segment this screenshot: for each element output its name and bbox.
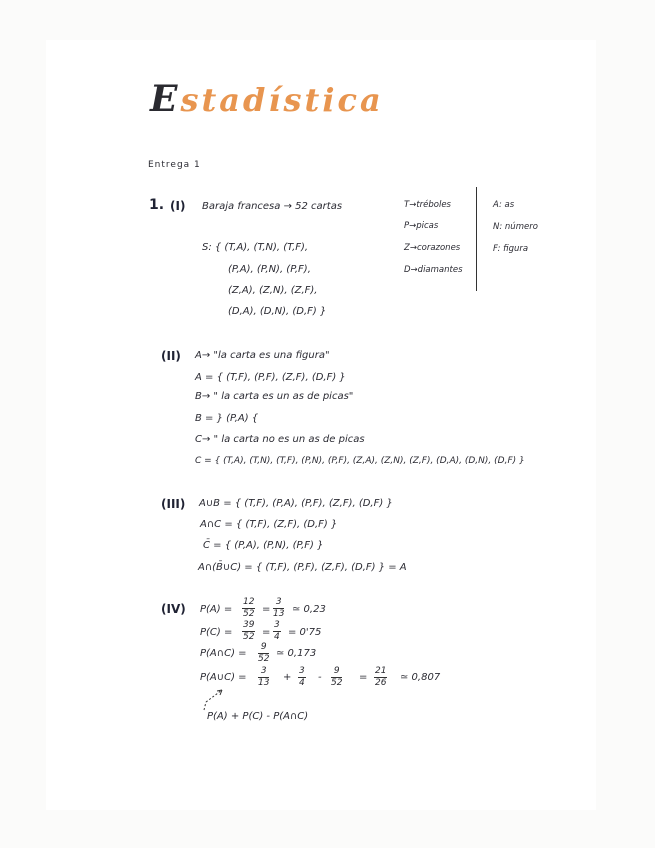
sample-space-line: (D,A), (D,N), (D,F) } <box>228 306 327 317</box>
part-three-line: A∩C = { (T,F), (Z,F), (D,F) } <box>200 519 338 530</box>
numerator: 3 <box>273 597 284 609</box>
numerator: 3 <box>274 620 280 630</box>
denominator: 52 <box>243 632 255 642</box>
prob-a-label: P(A) = <box>200 604 233 615</box>
page-title: Estadística <box>150 78 384 120</box>
part-two-line: B = } (P,A) { <box>195 413 259 424</box>
hint-arrow-icon <box>200 686 230 712</box>
denominator: 13 <box>273 609 285 619</box>
sample-space-line: S: { (T,A), (T,N), (T,F), <box>202 242 309 253</box>
part-three-line: A∩(B̄∪C) = { (T,F), (P,F), (Z,F), (D,F) } = A <box>198 562 407 573</box>
legend-divider <box>476 187 477 291</box>
prob-a-fraction <box>242 597 255 620</box>
part-three-label: (III) <box>161 497 186 511</box>
part-one-label: (I) <box>170 199 186 213</box>
equals-sign: = <box>359 672 368 683</box>
numerator: 21 <box>375 666 387 676</box>
suit-legend-item: D→diamantes <box>404 265 463 275</box>
part-four-label: (IV) <box>161 602 186 616</box>
paper-sheet <box>46 40 596 810</box>
numerator: 9 <box>258 642 269 654</box>
denominator: 52 <box>331 678 343 688</box>
prob-a-and-c-label: P(A∩C) = <box>200 648 247 659</box>
suit-legend-item: Z→corazones <box>404 243 461 253</box>
numerator: 39 <box>243 620 255 630</box>
type-legend-item: N: número <box>493 222 538 232</box>
type-legend-item: A: as <box>493 200 515 210</box>
prob-a-and-c-result: ≃ 0,173 <box>276 648 317 659</box>
prob-a-or-c-fraction <box>298 666 306 689</box>
denominator: 4 <box>299 678 305 688</box>
numerator: 12 <box>243 597 255 607</box>
prob-a-or-c-fraction <box>331 666 342 689</box>
prob-c-fraction-simplified <box>273 620 281 643</box>
prob-a-or-c-label: P(A∪C) = <box>200 672 247 683</box>
plus-sign: + <box>283 672 292 683</box>
denominator: 26 <box>375 678 387 688</box>
type-legend-item: F: figura <box>493 244 529 254</box>
denominator: 52 <box>258 654 270 664</box>
sample-space-line: (P,A), (P,N), (P,F), <box>228 264 311 275</box>
prob-a-and-c-fraction <box>258 642 269 665</box>
numerator: 3 <box>299 666 305 676</box>
sample-space-line: (Z,A), (Z,N), (Z,F), <box>228 285 318 296</box>
equals-sign: = <box>262 604 271 615</box>
prob-a-result: ≃ 0,23 <box>292 604 326 615</box>
numerator: 3 <box>258 666 269 678</box>
prob-c-fraction <box>242 620 255 643</box>
prob-a-or-c-fraction-result <box>374 666 387 689</box>
prob-a-fraction-simplified <box>273 597 284 620</box>
denominator: 4 <box>274 632 280 642</box>
equals-sign: = <box>262 627 271 638</box>
part-two-line: A = { (T,F), (P,F), (Z,F), (D,F) } <box>195 372 346 383</box>
denominator: 13 <box>258 678 270 688</box>
prob-a-or-c-fraction <box>258 666 269 689</box>
suit-legend-item: P→picas <box>404 221 439 231</box>
prob-c-label: P(C) = <box>200 627 233 638</box>
numerator: 9 <box>331 666 342 678</box>
denominator: 52 <box>243 609 255 619</box>
part-two-line: C = { (T,A), (T,N), (T,F), (P,N), (P,F), (Z,A), (Z,N), (Z,F), (D,A), (D,N), (D,F) } <box>195 456 525 466</box>
suit-legend-item: T→tréboles <box>404 200 451 210</box>
union-formula: P(A) + P(C) - P(A∩C) <box>207 711 309 722</box>
part-two-line: C→ " la carta no es un as de picas <box>195 434 365 445</box>
part-two-line: B→ " la carta es un as de picas" <box>195 391 354 402</box>
part-two-label: (II) <box>161 349 181 363</box>
prob-c-result: = 0'75 <box>288 627 322 638</box>
exercise-prompt: Baraja francesa → 52 cartas <box>202 201 343 212</box>
part-two-line: A→ "la carta es una figura" <box>195 350 330 361</box>
exercise-number: 1. <box>149 197 165 213</box>
part-three-line: C̄ = { (P,A), (P,N), (P,F) } <box>203 540 324 551</box>
prob-a-or-c-result: ≃ 0,807 <box>400 672 441 683</box>
minus-sign: - <box>318 672 322 683</box>
part-three-line: A∪B = { (T,F), (P,A), (P,F), (Z,F), (D,F) } <box>199 498 393 509</box>
page-subtitle: Entrega 1 <box>148 160 201 170</box>
